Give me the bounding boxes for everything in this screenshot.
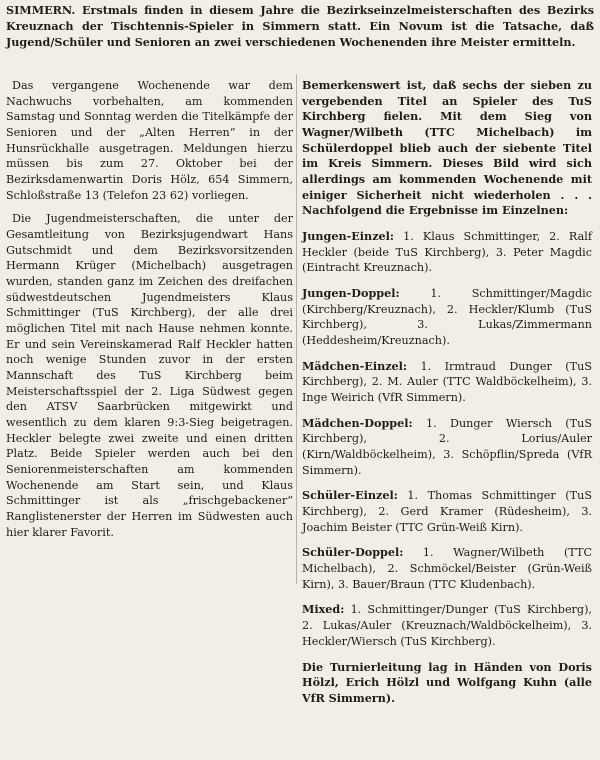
- article-paragraph: Das vergangene Wochenende war dem Nachwuchs vorbehalten, am kommenden Samstag und Sonntag werden die Titelkämpfe der Senioren und der „Alten Herren“ in der Hunsrückhalle ausgetragen. Meldungen hierzu müssen bis zum 27. Oktober bei der Bezirksdamenwartin Doris Hölz, 654 Simmern, Schloßstraße 13 (Telefon 23 62) vorliegen.: [6, 79, 293, 202]
- result-text: 1. Schmittinger/Magdic (Kirchberg/Kreuznach), 2. Heckler/Klumb (TuS Kirchberg), 3. Lukas/Zimmermann (Heddesheim/Kreuznach).: [302, 287, 592, 348]
- result-category: Jungen-Doppel:: [302, 286, 400, 301]
- result-category: Mixed:: [302, 602, 345, 617]
- right-column: [302, 78, 592, 717]
- result-entry: [302, 488, 592, 535]
- article-paragraph: Die Jugendmeisterschaften, die unter der Gesamtleitung von Bezirksjugendwart Hans Gutschmidt und dem Bezirksvorsitzenden Hermann Krüger (Michelbach) ausgetragen wurden, standen ganz im Zeichen des dreifachen südwestdeutschen Jugendmeisters Klaus Schmittinger (TuS Kirchberg), der alle drei möglichen Titel mit nach Hause nehmen konnte. Er und sein Vereinskamerad Ralf Heckler hatten noch wenige Stunden zuvor in der ersten Mannschaft des TuS Kirchberg beim Meisterschaftsspiel der 2. Liga Südwest gegen den ATSV Saarbrücken mitgewirkt und wesentlich zu dem klaren 9:3-Sieg beigetragen. Heckler belegte zwei zweite und einen dritten Platz. Beide Spieler werden auch bei den Seniorenmeisterschaften am kommenden Wochenende am Start sein, und Klaus Schmittinger ist als „frischgebackener“ Ranglistenerster der Herren im Südwesten auch hier klarer Favorit.: [6, 212, 293, 539]
- result-text: 1. Thomas Schmittinger (TuS Kirchberg), 2. Gerd Kramer (Rüdesheim), 3. Joachim Beister (TTC Grün-Weiß Kirn).: [302, 489, 592, 534]
- result-category: Mädchen-Einzel:: [302, 358, 408, 373]
- result-entry: [302, 416, 592, 479]
- closing-paragraph: Die Turnierleitung lag in Händen von Doris Hölzl, Erich Hölzl und Wolfgang Kuhn (alle VfR Simmern).: [302, 659, 592, 705]
- result-category: Schüler-Doppel:: [302, 545, 404, 560]
- result-entry: [302, 359, 592, 406]
- left-column: [6, 78, 293, 548]
- result-text: 1. Irmtraud Dunger (TuS Kirchberg), 2. M. Auler (TTC Waldböckelheim), 3. Inge Weirich (VfR Simmern).: [302, 359, 592, 405]
- column-divider: [296, 74, 297, 584]
- result-category: Jungen-Einzel:: [302, 229, 395, 244]
- result-category: Mädchen-Doppel:: [302, 415, 413, 430]
- result-entry: [302, 602, 592, 649]
- lead-paragraph: SIMMERN. Erstmals finden in diesem Jahre die Bezirkseinzelmeisterschaften des Bezirks Kreuznach der Tischtennis-Spieler in Simmern statt. Ein Novum ist die Tatsache, daß Jugend/Schüler und Senioren an zwei verschiedenen Wochenenden ihre Meister ermitteln.: [6, 3, 594, 49]
- result-text: 1. Schmittinger/Dunger (TuS Kirchberg), 2. Lukas/Auler (Kreuznach/Waldböckelheim), 3. Heckler/Wiersch (TuS Kirchberg).: [302, 603, 592, 648]
- result-text: 1. Klaus Schmittinger, 2. Ralf Heckler (beide TuS Kirchberg), 3. Peter Magdic (Eintracht Kreuznach).: [302, 230, 592, 275]
- result-entry: [302, 545, 592, 592]
- result-entry: [302, 229, 592, 276]
- result-text: 1. Wagner/Wilbeth (TTC Michelbach), 2. Schmöckel/Beister (Grün-Weiß Kirn), 3. Bauer/Braun (TTC Kludenbach).: [302, 546, 592, 591]
- results-intro: Bemerkenswert ist, daß sechs der sieben zu vergebenden Titel an Spieler des TuS Kirchberg fielen. Mit dem Sieg von Wagner/Wilbeth (TTC Michelbach) im Schülerdoppel blieb auch der siebente Titel im Kreis Simmern. Dieses Bild wird sich allerdings am kommenden Wochenende mit einiger Sicherheit nicht wiederholen . . . Nachfolgend die Ergebnisse im Einzelnen:: [302, 78, 592, 218]
- result-entry: [302, 286, 592, 349]
- result-category: Schüler-Einzel:: [302, 488, 398, 503]
- result-text: 1. Dunger Wiersch (TuS Kirchberg), 2. Lorius/Auler (Kirn/Waldböckelheim), 3. Schöpflin/Spreda (VfR Simmern).: [302, 416, 592, 477]
